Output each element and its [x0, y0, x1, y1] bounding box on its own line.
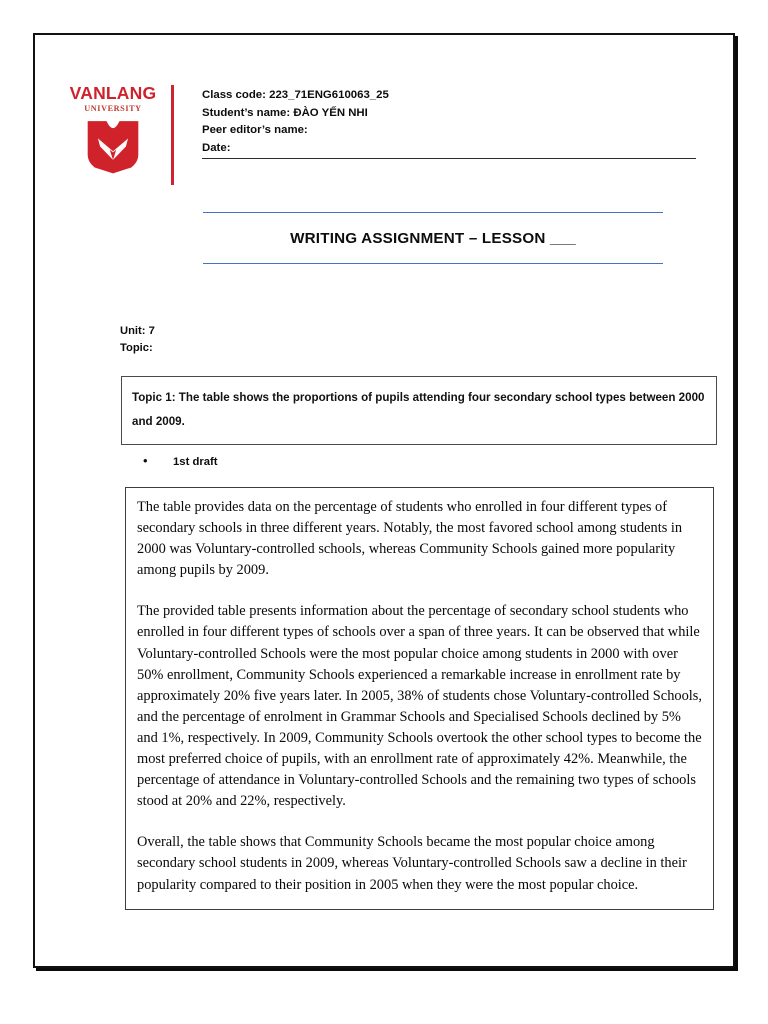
- brand-divider: [171, 85, 174, 185]
- header-underline: [202, 158, 696, 159]
- unit-topic-block: [120, 323, 155, 356]
- bullet-icon: •: [143, 453, 148, 468]
- draft-label: 1st draft: [173, 456, 218, 468]
- assignment-title-block: [203, 212, 663, 264]
- topic-prompt-text: Topic 1: The table shows the proportions of pupils attending four secondary school types between 2000 and 2009.: [132, 391, 705, 428]
- class-code-field: Class code: 223_71ENG610063_25: [202, 89, 389, 101]
- draft-list-item: [143, 454, 218, 468]
- date-field: Date:: [202, 141, 231, 154]
- essay-body-box: [125, 487, 714, 910]
- page-content-area: [35, 35, 733, 966]
- essay-paragraph-2: The provided table presents information about the percentage of secondary school students who enrolled in four different types of schools over a span of three years. It can be observed that while Voluntary-controlled Schools were the most popular choice among students in 2000 with over 50% enrollment, Community Schools experienced a remarkable increase in enrollment rate by approximately 20% five years later. In 2005, 38% of students chose Voluntary-controlled Schools, and the percentage of enrolment in Grammar Schools and Specialised Schools declined by 5% and 1%, respectively. In 2009, Community Schools overtook the other school types to become the most preferred choice of pupils, with an enrollment rate of approximately 42%. Meanwhile, the percentage of attendance in Voluntary-controlled Schools and the remaining two types of schools stood at 20% and 22%, respectively.: [137, 603, 702, 810]
- unit-label: Unit: 7: [120, 325, 155, 337]
- brand-subwordmark: UNIVERSITY: [84, 103, 142, 113]
- topic-prompt-box: [121, 376, 717, 445]
- essay-paragraph-3: Overall, the table shows that Community Schools became the most popular choice among secondary school students in 2009, whereas Voluntary-controlled Schools saw a decline in their popularity compared to their position in 2005 when they were the most popular choice.: [137, 834, 687, 893]
- title-rule-bottom: [203, 263, 663, 264]
- essay-paragraph-1: The table provides data on the percentage of students who enrolled in four different types of secondary schools in three different years. Notably, the most favored school among students in 2000 was Voluntary-controlled schools, whereas Community Schools gained more popularity among pupils by 2009.: [137, 499, 683, 579]
- topic-label: Topic:: [120, 341, 153, 354]
- brand-wordmark: VANLANG: [69, 83, 157, 103]
- document-page: [33, 33, 735, 968]
- document-header: [63, 83, 713, 185]
- student-name-field: Student’s name: ĐÀO YẾN NHI: [202, 106, 368, 119]
- header-fields: [202, 83, 713, 159]
- peer-editor-name-field: Peer editor’s name:: [202, 124, 308, 136]
- vanlang-shield-icon: [85, 119, 141, 175]
- page-title: WRITING ASSIGNMENT – LESSON ___: [290, 230, 576, 247]
- university-logo: [63, 83, 163, 175]
